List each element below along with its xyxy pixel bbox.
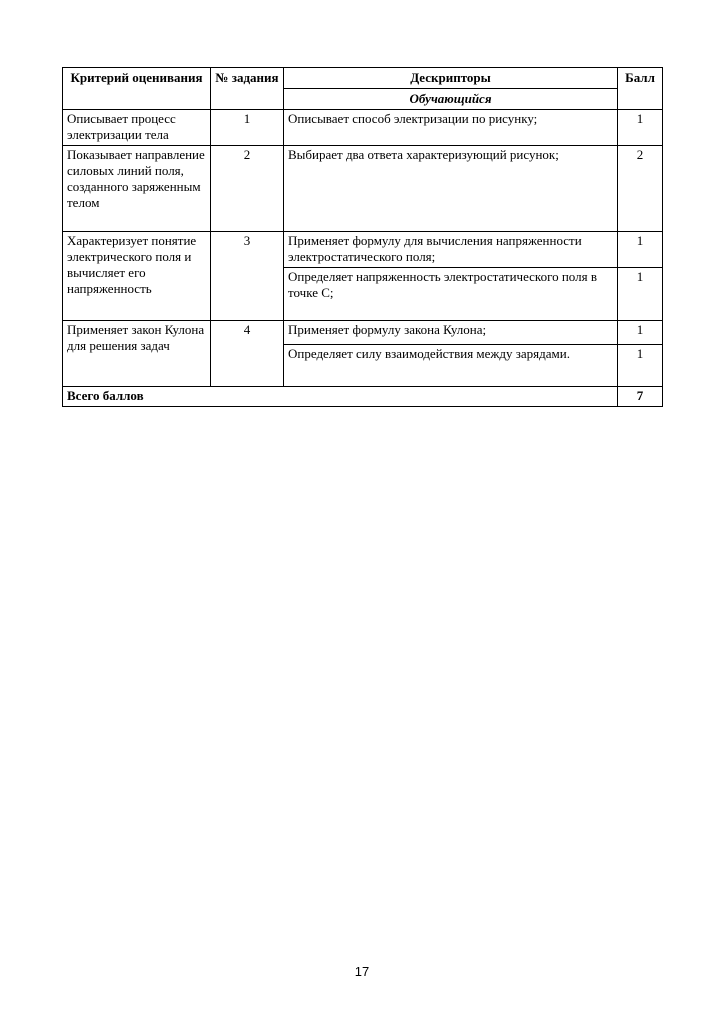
table-row bbox=[63, 146, 663, 232]
table-row bbox=[63, 232, 663, 268]
descriptor-cell: Выбирает два ответа характеризующий рисунок; bbox=[284, 146, 618, 232]
score-cell: 2 bbox=[618, 146, 663, 232]
page-number: 17 bbox=[354, 964, 370, 979]
header-descriptors: Дескрипторы bbox=[284, 68, 618, 89]
descriptor-cell: Описывает способ электризации по рисунку; bbox=[284, 110, 618, 146]
assessment-rubric-table bbox=[62, 67, 663, 407]
task-number-cell: 1 bbox=[211, 110, 284, 146]
score-cell: 1 bbox=[618, 321, 663, 345]
score-cell: 1 bbox=[618, 345, 663, 387]
total-score: 7 bbox=[618, 387, 663, 407]
descriptor-cell: Применяет формулу закона Кулона; bbox=[284, 321, 618, 345]
score-cell: 1 bbox=[618, 110, 663, 146]
total-row bbox=[63, 387, 663, 407]
descriptor-cell: Определяет силу взаимодействия между зарядами. bbox=[284, 345, 618, 387]
criterion-cell: Характеризует понятие электрического поля и вычисляет его напряженность bbox=[63, 232, 211, 321]
descriptor-cell: Определяет напряженность электростатического поля в точке С; bbox=[284, 268, 618, 321]
descriptor-cell: Применяет формулу для вычисления напряженности электростатического поля; bbox=[284, 232, 618, 268]
table-row bbox=[63, 110, 663, 146]
task-number-cell: 2 bbox=[211, 146, 284, 232]
criterion-cell: Описывает процесс электризации тела bbox=[63, 110, 211, 146]
header-task-number: № задания bbox=[211, 68, 284, 110]
header-learner: Обучающийся bbox=[284, 89, 618, 110]
task-number-cell: 4 bbox=[211, 321, 284, 387]
score-cell: 1 bbox=[618, 268, 663, 321]
criterion-cell: Применяет закон Кулона для решения задач bbox=[63, 321, 211, 387]
total-label: Всего баллов bbox=[63, 387, 618, 407]
task-number-cell: 3 bbox=[211, 232, 284, 321]
header-score: Балл bbox=[618, 68, 663, 110]
header-row bbox=[63, 68, 663, 89]
table-row bbox=[63, 321, 663, 345]
score-cell: 1 bbox=[618, 232, 663, 268]
criterion-cell: Показывает направление силовых линий поля, созданного заряженным телом bbox=[63, 146, 211, 232]
header-criterion: Критерий оценивания bbox=[63, 68, 211, 110]
